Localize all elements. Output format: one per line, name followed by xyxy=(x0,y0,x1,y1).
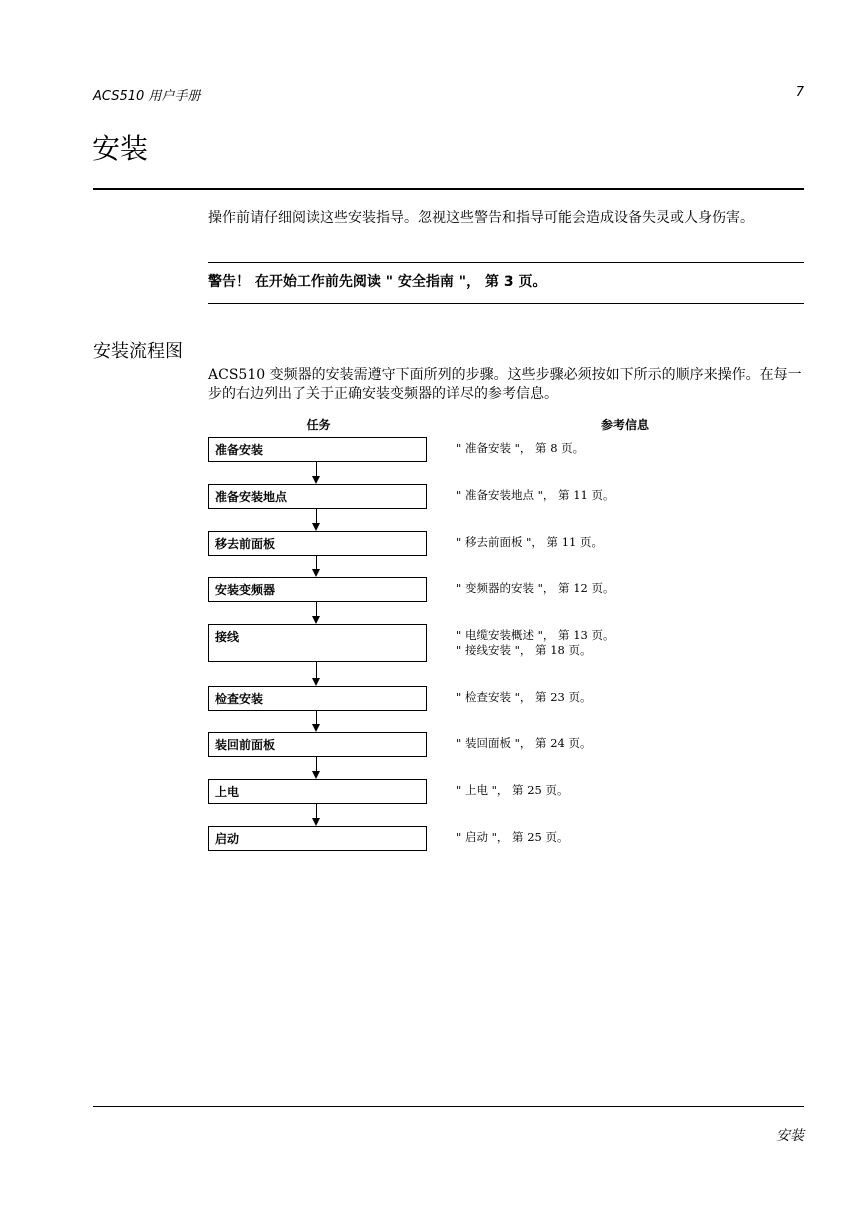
flow-step-reference: " 检查安装 "， 第 23 页。 xyxy=(456,690,592,704)
flow-arrow-down-icon xyxy=(312,818,320,826)
flow-connector-line xyxy=(316,462,317,477)
flow-step-box: 启动 xyxy=(208,826,427,851)
page-number: 7 xyxy=(795,85,804,100)
flow-step-reference: " 接线安装 "， 第 18 页。 xyxy=(456,643,592,657)
flow-arrow-down-icon xyxy=(312,616,320,624)
warning-top-rule xyxy=(208,262,804,263)
flow-step-box: 准备安装地点 xyxy=(208,484,427,509)
flow-step-box: 移去前面板 xyxy=(208,531,427,556)
warning-text: 警告！ 在开始工作前先阅读 " 安全指南 "， 第 3 页。 xyxy=(208,274,547,290)
flow-connector-line xyxy=(316,757,317,772)
chapter-title: 安装 xyxy=(92,132,149,165)
column-header-reference: 参考信息 xyxy=(600,418,649,432)
flow-step-reference: " 移去前面板 "， 第 11 页。 xyxy=(456,535,603,549)
flow-connector-line xyxy=(316,662,317,679)
flow-step-box: 接线 xyxy=(208,624,427,662)
flow-arrow-down-icon xyxy=(312,771,320,779)
flow-connector-line xyxy=(316,556,317,570)
flow-connector-line xyxy=(316,711,317,725)
flow-step-reference: " 准备安装 "， 第 8 页。 xyxy=(456,441,585,455)
flow-arrow-down-icon xyxy=(312,476,320,484)
flow-step-reference: " 装回面板 "， 第 24 页。 xyxy=(456,736,592,750)
flow-step-box: 准备安装 xyxy=(208,437,427,462)
flow-arrow-down-icon xyxy=(312,523,320,531)
flow-arrow-down-icon xyxy=(312,678,320,686)
warning-bottom-rule xyxy=(208,303,804,304)
flow-step-box: 检查安装 xyxy=(208,686,427,711)
flow-step-reference: " 上电 "， 第 25 页。 xyxy=(456,783,569,797)
section-description: ACS510 变频器的安装需遵守下面所列的步骤。这些步骤必须按如下所示的顺序来操作。在每一步的右边列出了关于正确安装变频器的详尽的参考信息。 xyxy=(208,367,802,402)
flow-connector-line xyxy=(316,804,317,819)
flow-step-reference: " 准备安装地点 "， 第 11 页。 xyxy=(456,488,615,502)
running-footer: 安装 xyxy=(776,1128,804,1144)
flow-connector-line xyxy=(316,602,317,617)
footer-rule xyxy=(93,1106,804,1107)
flow-step-box: 安装变频器 xyxy=(208,577,427,602)
flow-connector-line xyxy=(316,509,317,524)
flow-step-reference: " 启动 "， 第 25 页。 xyxy=(456,830,569,844)
flow-step-box: 上电 xyxy=(208,779,427,804)
flow-arrow-down-icon xyxy=(312,569,320,577)
intro-paragraph: 操作前请仔细阅读这些安装指导。忽视这些警告和指导可能会造成设备失灵或人身伤害。 xyxy=(208,210,754,226)
flow-step-reference: " 变频器的安装 "， 第 12 页。 xyxy=(456,581,615,595)
flow-step-reference: " 电缆安装概述 "， 第 13 页。 xyxy=(456,628,615,642)
running-header-title: ACS510 用户手册 xyxy=(93,89,201,104)
column-header-task: 任务 xyxy=(306,418,331,432)
section-title: 安装流程图 xyxy=(93,341,183,362)
title-rule xyxy=(93,188,804,190)
flow-step-box: 装回前面板 xyxy=(208,732,427,757)
flow-arrow-down-icon xyxy=(312,724,320,732)
